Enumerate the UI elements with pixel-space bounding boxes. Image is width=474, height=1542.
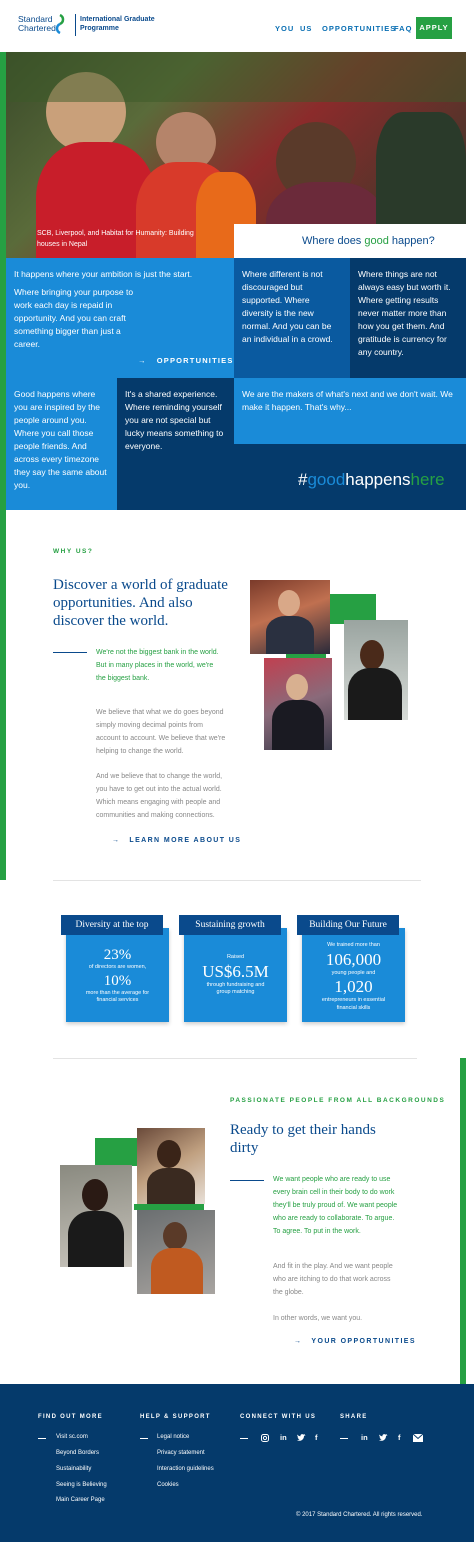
- footer-link-legal[interactable]: Legal notice: [157, 1434, 190, 1440]
- stat-label: entrepreneurs in essential: [321, 997, 386, 1003]
- stat-label: through fundraising and: [206, 981, 265, 988]
- why-us-body-1: We believe that what we do goes beyond simply moving decimal points from account to account. We believe that we're helping to change the world.: [96, 709, 226, 755]
- arrow-right-icon: →: [294, 1338, 303, 1345]
- stat-card-future: [302, 928, 405, 1022]
- footer-help-title: HELP & SUPPORT: [140, 1414, 211, 1420]
- programme-title: [80, 16, 155, 33]
- photo-woman-laughing: [137, 1128, 205, 1204]
- photo-man-glasses: [264, 658, 332, 750]
- linkedin-icon[interactable]: in: [280, 1433, 287, 1442]
- passion-rule: [230, 1180, 264, 1181]
- footer-link-interaction[interactable]: Interaction guidelines: [157, 1466, 214, 1472]
- photo-woman-speaking: [60, 1165, 132, 1267]
- footer-link-beyond-borders[interactable]: Beyond Borders: [56, 1450, 100, 1456]
- footer-find-out-more-title: FIND OUT MORE: [38, 1414, 103, 1420]
- hashtag-good-happens-here: #goodhappenshere: [298, 470, 445, 489]
- tile-inspired: Good happens where you are inspired by the people around you. Where you call those people friends. And across every timezone they say the same about you.: [6, 378, 117, 510]
- green-accent-bar-2: [0, 512, 6, 880]
- facebook-icon[interactable]: f: [315, 1433, 318, 1442]
- brand-line-1: Standard: [18, 14, 53, 24]
- stat-tab-future: Building Our Future: [297, 915, 399, 935]
- opportunities-link[interactable]: → OPPORTUNITIES: [138, 356, 234, 365]
- stat-label: more than the average for: [85, 989, 150, 996]
- footer-link-cookies[interactable]: Cookies: [157, 1482, 179, 1488]
- email-share-icon[interactable]: [413, 1434, 423, 1442]
- why-us-rule: [53, 652, 87, 653]
- where-good-heading: Where does good happen?: [302, 235, 435, 247]
- tile-shared: It's a shared experience. Where reminding yourself you are not special but lucky means something to everyone.: [117, 378, 234, 510]
- nav-opportunities[interactable]: OPPORTUNITIES: [322, 24, 397, 33]
- stat-label: of directors are women,: [88, 964, 147, 970]
- brand-line-2: Chartered: [18, 23, 56, 33]
- learn-more-link[interactable]: → LEARN MORE ABOUT US: [112, 837, 242, 844]
- nav-faq[interactable]: FAQ: [394, 24, 413, 33]
- stat-tab-diversity: Diversity at the top: [61, 915, 163, 935]
- stat-value-trained: 106,000: [325, 949, 382, 969]
- tile-ambition-text-1: It happens where your ambition is just the start.: [14, 269, 193, 279]
- footer-dash: [340, 1438, 348, 1439]
- why-us-headline: Discover a world of graduate opportunities. And also discover the world.: [53, 577, 228, 629]
- stat-label: young people and: [331, 969, 376, 976]
- photo-man-scarf: [137, 1210, 215, 1294]
- logo-divider: [75, 14, 76, 36]
- site-footer: [0, 1384, 474, 1542]
- footer-connect-title: CONNECT WITH US: [240, 1414, 317, 1420]
- tile-different: Where different is not discouraged but supported. Where diversity is the new normal. And you can be an individual in a crowd.: [234, 258, 350, 378]
- stat-value-entrepreneurs: 1,020: [334, 977, 373, 996]
- stat-card-diversity: [66, 928, 169, 1022]
- stat-label: group matching: [216, 989, 255, 995]
- why-us-body-2: And we believe that to change the world, you have to get out into the actual world. Which means engaging with people and communities and making connections.: [96, 773, 223, 819]
- tile-ambition-text-2: Where bringing your purpose to work each day is repaid in opportunity. And you can craft something bigger than just a career.: [14, 287, 134, 349]
- stat-label: Raised: [226, 954, 245, 960]
- footer-link-sc[interactable]: Visit sc.com: [56, 1434, 88, 1440]
- stat-label: financial services: [96, 997, 139, 1003]
- brand-logo[interactable]: [18, 15, 56, 33]
- footer-link-main-career[interactable]: Main Career Page: [56, 1497, 105, 1503]
- photo-man-suit: [250, 580, 330, 654]
- stat-card-growth: [184, 928, 287, 1022]
- twitter-share-icon[interactable]: [379, 1434, 388, 1442]
- apply-button[interactable]: APPLY: [416, 17, 452, 39]
- footer-link-sustainability[interactable]: Sustainability: [56, 1466, 92, 1472]
- footer-link-privacy[interactable]: Privacy statement: [157, 1450, 205, 1456]
- stat-value-raised: US$6.5M: [202, 961, 269, 981]
- why-us-kicker: WHY US?: [53, 548, 94, 555]
- passion-body-2: In other words, we want you.: [273, 1315, 363, 1322]
- nav-us[interactable]: US: [300, 24, 313, 33]
- green-accent-bar-right: [460, 1058, 466, 1384]
- facebook-share-icon[interactable]: f: [398, 1433, 401, 1442]
- twitter-icon[interactable]: [297, 1434, 306, 1442]
- standard-chartered-logo-icon: [54, 14, 66, 34]
- tile-makers: We are the makers of what's next and we don't wait. We make it happen. That's why...: [234, 378, 466, 444]
- photo-woman-smiling: [344, 620, 408, 720]
- footer-dash: [240, 1438, 248, 1439]
- linkedin-share-icon[interactable]: in: [361, 1433, 368, 1442]
- stat-label: We trained more than: [327, 942, 380, 948]
- passion-body-1: And fit in the play. And we want people who are itching to do that work across the globe.: [273, 1263, 393, 1296]
- site-header: [0, 0, 474, 52]
- hero-caption: SCB, Liverpool, and Habitat for Humanity: Building houses in Nepal: [37, 230, 194, 248]
- programme-line-2: Programme: [80, 24, 119, 32]
- footer-dash: [140, 1438, 148, 1439]
- footer-link-seeing-is-believing[interactable]: Seeing is Believing: [56, 1482, 107, 1488]
- passion-headline: Ready to get their hands dirty: [230, 1122, 376, 1156]
- copyright: © 2017 Standard Chartered. All rights reserved.: [296, 1512, 423, 1518]
- arrow-right-icon: →: [138, 356, 147, 365]
- stat-label: financial skills: [336, 1004, 371, 1011]
- stat-tab-growth: Sustaining growth: [179, 915, 281, 935]
- arrow-right-icon: →: [112, 837, 121, 844]
- stat-value-10: 10%: [103, 972, 132, 989]
- instagram-icon[interactable]: [261, 1434, 269, 1442]
- stat-value-23: 23%: [103, 947, 132, 963]
- your-opportunities-link[interactable]: → YOUR OPPORTUNITIES: [294, 1338, 416, 1345]
- tile-worth-it: Where things are not always easy but worth it. Where getting results never matter more than how you get them. And gratitude is currency for any country.: [350, 258, 466, 378]
- section-divider: [53, 880, 421, 881]
- programme-line-1: International Graduate: [80, 16, 155, 23]
- section-divider-2: [53, 1058, 417, 1059]
- why-us-intro: We're not the biggest bank in the world. But in many places in the world, we're the biggest bank.: [96, 649, 219, 682]
- footer-share-title: SHARE: [340, 1414, 368, 1420]
- passion-intro: We want people who are ready to use every brain cell in their body to do work they'll be truly proud of. We want people who are ready to collaborate. To argue. To agree. To put in the work.: [273, 1176, 398, 1235]
- green-decor-block: [95, 1138, 139, 1166]
- passionate-kicker: PASSIONATE PEOPLE FROM ALL BACKGROUNDS: [230, 1097, 446, 1104]
- footer-dash: [38, 1438, 46, 1439]
- nav-you[interactable]: YOU: [275, 24, 295, 33]
